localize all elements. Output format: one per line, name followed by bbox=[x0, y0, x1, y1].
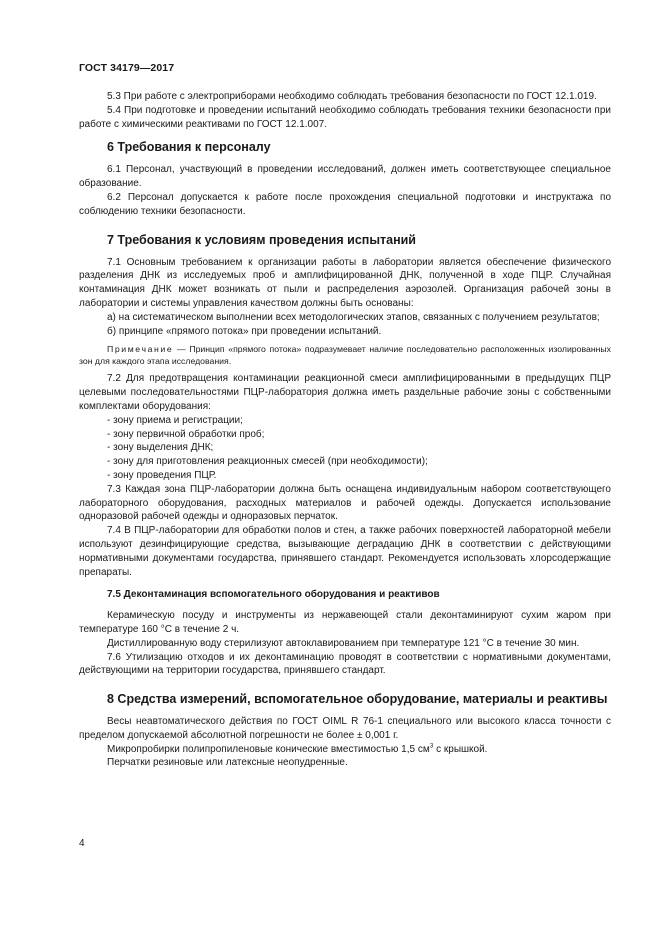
paragraph: 7.1 Основным требованием к организации работы в лаборатории является обеспечение физического разделения ДНК из исследуемых проб и амплифицированной ДНК, полученной в ходе ПЦР. Случайная контаминация ДНК может возникать от пыли и распределения аэрозолей. Организация рабочей зоны в лаборатории и системы управления качеством должны быть основаны: bbox=[79, 256, 611, 309]
list-item: - зону для приготовления реакционных смесей (при необходимости); bbox=[107, 456, 428, 468]
paragraph: 5.3 При работе с электроприборами необходимо соблюдать требования безопасности по ГОСТ 12.1.019. bbox=[107, 91, 597, 102]
paragraph: Весы неавтоматического действия по ГОСТ OIML R 76-1 специального или высокого класса точности с пределом допускаемой абсолютной погрешности не более ± 0,001 г. bbox=[79, 716, 611, 741]
paragraph-text: Микропробирки полипропиленовые конические вместимостью 1,5 см bbox=[107, 743, 430, 755]
paragraph: Дистиллированную воду стерилизуют автоклавированием при температуре 121 °С в течение 30 мин. bbox=[107, 637, 580, 649]
zone-list bbox=[79, 414, 611, 483]
section-heading: 7 Требования к условиям проведения испытаний bbox=[107, 232, 416, 247]
paragraph: 7.3 Каждая зона ПЦР-лаборатории должна быть оснащена индивидуальным набором соответствующего лабораторного оборудования, расходных материалов и рабочей одежды. Допускается использование одноразовой рабочей одежды и одноразовых перчаток. bbox=[79, 483, 611, 523]
paragraph: 5.4 При подготовке и проведении испытаний необходимо соблюдать требования техники безопасности при работе с химическими реактивами по ГОСТ 12.1.007. bbox=[79, 104, 611, 130]
paragraph: 7.4 В ПЦР-лаборатории для обработки полов и стен, а также рабочих поверхностей лабораторной мебели используют дезинфицирующие средства, вызывающие деградацию ДНК в соответствии с действующими нормативными документами государства, принявшего стандарт. Рекомендуется использовать хлорсодержащие препараты. bbox=[79, 525, 611, 578]
paragraph: б) принципе «прямого потока» при проведении испытаний. bbox=[107, 325, 382, 337]
list-item: - зону приема и регистрации; bbox=[107, 414, 243, 426]
paragraph: 6.1 Персонал, участвующий в проведении исследований, должен иметь соответствующее специальное образование. bbox=[79, 164, 611, 190]
page-number: 4 bbox=[79, 838, 85, 849]
paragraph: 7.2 Для предотвращения контаминации реакционной смеси амплифицированными в предыдущих ПЦР целевыми последовательностями ПЦР-лаборатория должна иметь раздельные рабочие зоны с собственными комплектами оборудования: bbox=[79, 373, 611, 412]
list-item: - зону выделения ДНК; bbox=[107, 442, 214, 454]
paragraph-text: с крышкой. bbox=[433, 743, 488, 755]
paragraph: Перчатки резиновые или латексные неопудренные. bbox=[107, 757, 348, 769]
section-heading: 6 Требования к персоналу bbox=[107, 140, 271, 155]
paragraph: Керамическую посуду и инструменты из нержавеющей стали деконтаминируют сухим жаром при температуре 160 °С в течение 2 ч. bbox=[79, 610, 611, 635]
paragraph: а) на систематическом выполнении всех методологических этапов, связанных с получением результатов; bbox=[107, 311, 600, 323]
document-header: ГОСТ 34179—2017 bbox=[79, 62, 175, 74]
list-item: - зону проведения ПЦР. bbox=[107, 469, 217, 481]
section-heading: 8 Средства измерений, вспомогательное оборудование, материалы и реактивы bbox=[107, 692, 608, 707]
paragraph: 7.6 Утилизацию отходов и их деконтаминацию проводят в соответствии с нормативными документами, действующими на территории государства, принявшего стандарт. bbox=[79, 651, 611, 677]
paragraph bbox=[79, 743, 611, 757]
paragraph: 6.2 Персонал допускается к работе после прохождения специальной подготовки и инструктажа по соблюдению техники безопасности. bbox=[79, 191, 611, 217]
note-label: Примечание bbox=[107, 344, 174, 355]
document-body bbox=[79, 90, 611, 770]
note-paragraph bbox=[79, 343, 611, 367]
subsection-heading: 7.5 Деконтаминация вспомогательного оборудования и реактивов bbox=[107, 589, 440, 601]
note-text: — Принцип «прямого потока» подразумевает наличие последовательно расположенных изолированных зон для каждого этапа исследования. bbox=[79, 344, 611, 367]
list-item: - зону первичной обработки проб; bbox=[107, 428, 265, 440]
superscript: 3 bbox=[429, 742, 434, 750]
